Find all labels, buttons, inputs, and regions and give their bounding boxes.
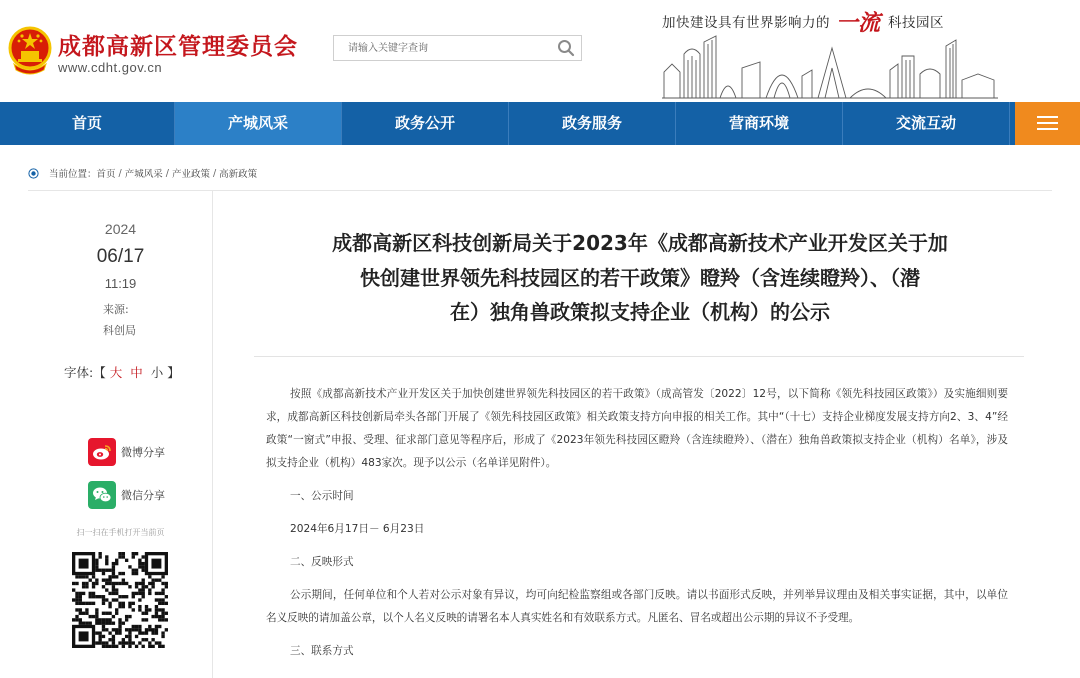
search-box <box>333 35 582 61</box>
source-value: 科创局 <box>103 324 136 337</box>
scan-tip: 扫一扫在手机打开当前页 <box>76 528 165 537</box>
title-divider <box>254 356 1024 357</box>
site-name[interactable]: 成都高新区管理委员会 <box>58 34 298 60</box>
slogan-text-before: 加快建设具有世界影响力的 <box>662 15 830 31</box>
font-size-bracket-close: 】 <box>167 365 180 380</box>
nav-business-environment[interactable]: 营商环境 <box>676 102 843 145</box>
slogan <box>662 9 945 36</box>
location-icon <box>28 168 39 179</box>
article-body <box>266 383 1008 663</box>
section-heading-feedback: 二、反映形式 <box>290 556 354 568</box>
nav-home[interactable]: 首页 <box>0 102 175 145</box>
article-sidebar <box>28 191 213 678</box>
article-title-line: 在）独角兽政策拟支持企业（机构）的公示 <box>450 300 830 324</box>
weibo-icon <box>88 438 116 466</box>
breadcrumb-separator: / <box>212 167 217 179</box>
section-heading-period: 一、公示时间 <box>290 490 354 502</box>
font-size-switcher <box>64 363 180 381</box>
publish-year: 2024 <box>104 221 137 237</box>
font-size-large-button[interactable]: 大 <box>109 365 123 380</box>
breadcrumb-label: 当前位置： <box>49 169 97 180</box>
font-size-small-button[interactable]: 小 <box>150 365 164 380</box>
site-url[interactable]: www.cdht.gov.cn <box>58 60 163 75</box>
wechat-share-label: 微信分享 <box>121 489 165 502</box>
publicity-period: 2024年6月17日－ 6月23日 <box>290 523 425 535</box>
weibo-share-button[interactable] <box>88 438 165 466</box>
site-header <box>0 0 1080 102</box>
publish-time: 11:19 <box>104 276 137 291</box>
search-input[interactable] <box>334 36 552 60</box>
breadcrumb <box>28 166 257 180</box>
slogan-text-after: 科技园区 <box>888 15 945 31</box>
feedback-paragraph: 公示期间，任何单位和个人若对公示对象有异议，均可向纪检监察组或各部门反映。请以书面形式反映，并列举异议理由及相关事实证据，其中，以单位名义反映的请加盖公章，以个人名义反映的请署名本人真实姓名和有效联系方式。凡匿名、冒名或超出公示期的异议不予受理。 <box>266 589 1008 624</box>
section-heading-contact: 三、联系方式 <box>290 645 354 657</box>
breadcrumb-separator: / <box>165 167 169 179</box>
font-size-label: 字体: <box>64 365 94 380</box>
qr-code <box>72 552 168 648</box>
breadcrumb-city-scenery[interactable]: 产城风采 <box>124 169 163 180</box>
publish-date: 06/17 <box>96 246 145 267</box>
search-icon[interactable] <box>557 39 575 57</box>
slogan-highlight: 一流 <box>836 9 881 36</box>
breadcrumb-hitech-policy[interactable]: 高新政策 <box>219 169 258 180</box>
breadcrumb-separator: / <box>118 167 122 179</box>
nav-city-scenery[interactable]: 产城风采 <box>175 102 342 145</box>
nav-interaction[interactable]: 交流互动 <box>843 102 1010 145</box>
article-title-line: 快创建世界领先科技园区的若干政策》瞪羚（含连续瞪羚）、（潜 <box>360 265 920 290</box>
city-skyline-illustration <box>662 34 998 100</box>
menu-icon[interactable] <box>1015 102 1080 145</box>
font-size-bracket-open: 【 <box>93 365 106 380</box>
breadcrumb-home[interactable]: 首页 <box>96 169 116 180</box>
nav-government-affairs[interactable]: 政务公开 <box>342 102 509 145</box>
breadcrumb-industry-policy[interactable]: 产业政策 <box>171 169 210 180</box>
article-title <box>276 226 1004 330</box>
wechat-icon <box>88 481 116 509</box>
article-title-line: 成都高新区科技创新局关于2023年《成都高新技术产业开发区关于加 <box>332 231 948 255</box>
source-label: 来源: <box>103 303 129 316</box>
weibo-share-label: 微博分享 <box>121 446 165 459</box>
intro-paragraph: 按照《成都高新技术产业开发区关于加快创建世界领先科技园区的若干政策》（成高管发〔2022〕12号，以下简称《领先科技园区政策》）及实施细则要求，成都高新区科技创新局牵头各部门开展了《领先科技园区政策》相关政策支持方向申报的相关工作。其中“（十七）支持企业梯度发展支持方向2、3、4”经政策“一窗式”申报、受理、征求部门意见等程序后，形成了《2023年领先科技园区瞪羚（含连续瞪羚）、（潜在）独角兽政策拟支持企业（机构）名单》，涉及拟支持企业（机构）483家次。现予以公示（名单详见附件）。 <box>266 388 1008 469</box>
font-size-medium-button[interactable]: 中 <box>130 365 143 380</box>
nav-government-services[interactable]: 政务服务 <box>509 102 676 145</box>
national-emblem-icon <box>8 24 52 76</box>
wechat-share-button[interactable] <box>88 481 165 509</box>
main-nav <box>0 102 1080 145</box>
